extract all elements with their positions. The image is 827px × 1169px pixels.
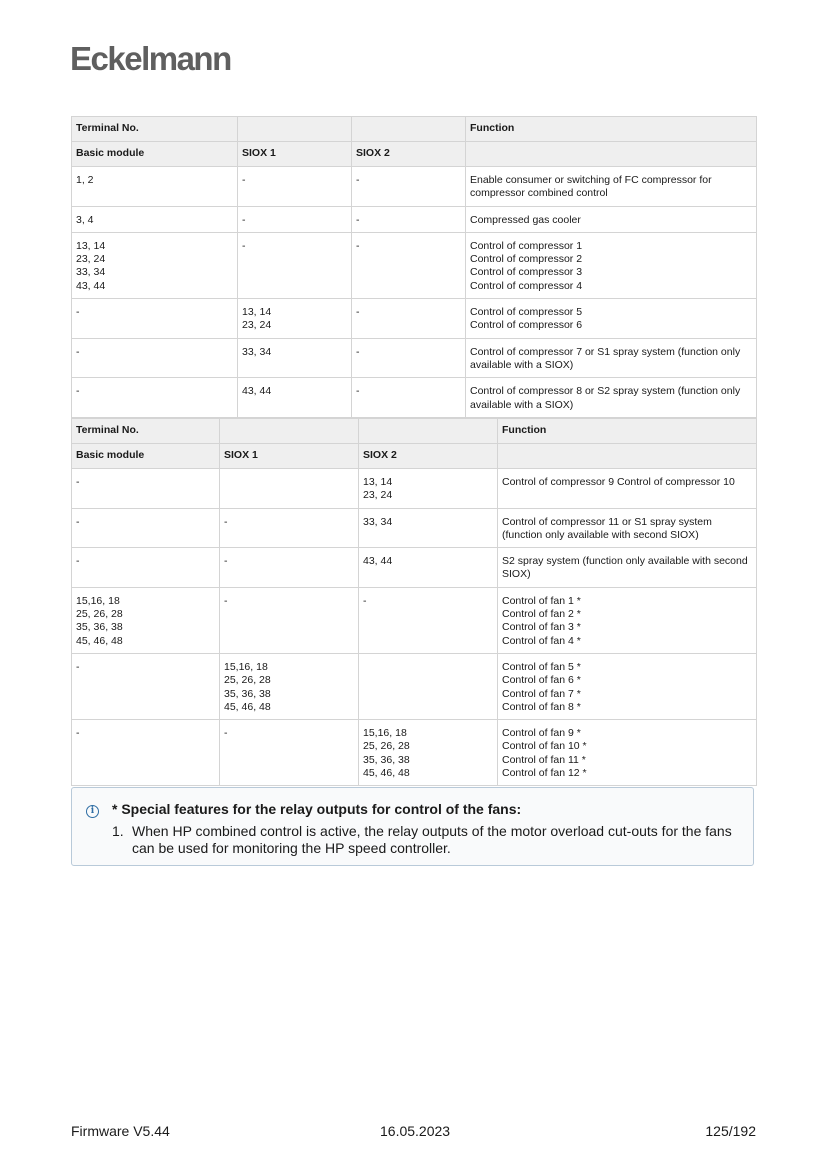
cell-text: -: [242, 239, 246, 252]
terminal-table-1: [71, 116, 757, 418]
table-header-row: [72, 142, 757, 167]
cell-text: S2 spray system (function only available with second SIOX): [502, 555, 748, 581]
header-cell: [238, 142, 352, 167]
table-row: [72, 653, 757, 719]
siox1-cell: [238, 378, 352, 418]
cell-text: SIOX 2: [363, 449, 397, 462]
cell-text: -: [242, 174, 246, 186]
cell-text: Basic module: [76, 147, 145, 160]
cell-text: SIOX 2: [356, 147, 390, 160]
cell-text: Terminal No.: [76, 424, 139, 437]
siox2-cell: [352, 167, 466, 207]
siox2-cell: [359, 548, 498, 588]
cell-text: -: [363, 594, 367, 607]
table-header-row: [72, 117, 757, 142]
function-cell: [498, 720, 757, 786]
basic-module-cell: [72, 587, 220, 653]
info-icon: i: [86, 805, 99, 818]
cell-text: -: [356, 213, 360, 226]
header-cell: [72, 117, 238, 142]
table-row: [72, 206, 757, 232]
siox1-cell: [220, 469, 359, 509]
cell-text: -: [224, 515, 228, 528]
cell-text: 15,16, 18 25, 26, 28 35, 36, 38 45, 46, 48: [76, 594, 123, 647]
siox2-cell: [359, 508, 498, 548]
header-cell: [238, 117, 352, 142]
function-cell: [466, 338, 757, 378]
basic-module-cell: [72, 206, 238, 232]
basic-module-cell: [72, 469, 220, 509]
footer-page-number: 125/192: [705, 1123, 756, 1139]
cell-text: -: [224, 555, 228, 568]
function-cell: [498, 469, 757, 509]
header-cell: [359, 419, 498, 444]
cell-text: Control of fan 9 * Control of fan 10 * Control of fan 11 * Control of fan 12 *: [502, 727, 587, 780]
cell-text: -: [76, 345, 80, 358]
cell-text: Control of compressor 11 or S1 spray system (function only available with second SIOX): [502, 515, 712, 541]
siox2-cell: [352, 299, 466, 339]
siox2-cell: [359, 720, 498, 786]
basic-module-cell: [72, 299, 238, 339]
siox1-cell: [220, 720, 359, 786]
function-cell: [466, 378, 757, 418]
cell-text: Control of compressor 7 or S1 spray system (function only available with a SIOX): [470, 345, 741, 371]
cell-text: Function: [502, 424, 547, 437]
cell-text: Enable consumer or switching of FC compressor for compressor combined control: [470, 174, 712, 200]
cell-text: -: [224, 727, 228, 740]
footer-firmware-version: Firmware V5.44: [71, 1123, 170, 1139]
cell-text: Control of compressor 5 Control of compressor 6: [470, 306, 583, 332]
siox2-cell: [352, 206, 466, 232]
siox2-cell: [352, 338, 466, 378]
siox1-cell: [238, 299, 352, 339]
basic-module-cell: [72, 548, 220, 588]
cell-text: -: [224, 594, 228, 607]
siox1-cell: [238, 167, 352, 207]
basic-module-cell: [72, 378, 238, 418]
siox1-cell: [220, 548, 359, 588]
note-title: * Special features for the relay outputs for control of the fans:: [112, 801, 522, 817]
cell-text: -: [76, 555, 80, 568]
note-item-text: When HP combined control is active, the relay outputs of the motor overload cut-outs for the fans can be used for monitoring the HP speed controller.: [132, 823, 732, 856]
siox1-cell: [220, 587, 359, 653]
table-row: [72, 469, 757, 509]
siox2-cell: [352, 378, 466, 418]
header-cell: [498, 419, 757, 444]
cell-text: 43, 44: [242, 385, 272, 398]
siox2-cell: [359, 469, 498, 509]
cell-text: -: [76, 476, 80, 488]
info-note: [71, 787, 754, 866]
function-cell: [466, 232, 757, 298]
siox1-cell: [220, 653, 359, 719]
header-cell: [466, 142, 757, 167]
cell-text: 33, 34: [242, 345, 272, 358]
siox1-cell: [238, 232, 352, 298]
siox2-cell: [359, 587, 498, 653]
header-cell: [359, 444, 498, 469]
cell-text: Control of fan 5 * Control of fan 6 * Control of fan 7 * Control of fan 8 *: [502, 660, 581, 713]
table-header-row: [72, 444, 757, 469]
cell-text: 13, 14 23, 24: [242, 306, 272, 332]
function-cell: [466, 299, 757, 339]
basic-module-cell: [72, 232, 238, 298]
cell-text: Control of fan 1 * Control of fan 2 * Control of fan 3 * Control of fan 4 *: [502, 594, 581, 647]
table-row: [72, 338, 757, 378]
cell-text: -: [356, 345, 360, 358]
basic-module-cell: [72, 508, 220, 548]
note-item-number: 1.: [112, 823, 124, 839]
cell-text: 43, 44: [363, 555, 393, 568]
function-cell: [466, 206, 757, 232]
cell-text: Compressed gas cooler: [470, 213, 581, 226]
cell-text: SIOX 1: [242, 147, 276, 160]
function-cell: [498, 653, 757, 719]
cell-text: -: [76, 385, 80, 398]
function-cell: [466, 167, 757, 207]
note-list-item: [112, 823, 742, 857]
cell-text: -: [76, 515, 80, 528]
header-cell: [220, 444, 359, 469]
cell-text: 15,16, 18 25, 26, 28 35, 36, 38 45, 46, 48: [224, 660, 271, 713]
cell-text: -: [76, 660, 80, 673]
siox2-cell: [359, 653, 498, 719]
cell-text: 13, 14 23, 24 33, 34 43, 44: [76, 239, 106, 292]
header-cell: [498, 444, 757, 469]
siox1-cell: [238, 338, 352, 378]
cell-text: Function: [470, 122, 515, 135]
basic-module-cell: [72, 720, 220, 786]
basic-module-cell: [72, 167, 238, 207]
function-cell: [498, 587, 757, 653]
header-cell: [466, 117, 757, 142]
cell-text: Control of compressor 8 or S2 spray system (function only available with a SIOX): [470, 385, 741, 411]
cell-text: 13, 14 23, 24: [363, 476, 393, 502]
function-cell: [498, 508, 757, 548]
cell-text: 33, 34: [363, 515, 393, 528]
table-row: [72, 299, 757, 339]
basic-module-cell: [72, 653, 220, 719]
table-row: [72, 232, 757, 298]
eckelmann-logo: Eckelmann: [70, 40, 231, 77]
header-cell: [352, 117, 466, 142]
header-cell: [352, 142, 466, 167]
basic-module-cell: [72, 338, 238, 378]
header-cell: [72, 444, 220, 469]
function-cell: [498, 548, 757, 588]
table-row: [72, 378, 757, 418]
cell-text: -: [356, 239, 360, 252]
terminal-table-2: [71, 418, 757, 786]
cell-text: 15,16, 18 25, 26, 28 35, 36, 38 45, 46, 48: [363, 727, 410, 780]
siox1-cell: [220, 508, 359, 548]
cell-text: -: [242, 213, 246, 226]
cell-text: Terminal No.: [76, 122, 139, 135]
cell-text: -: [356, 174, 360, 186]
table-header-row: [72, 419, 757, 444]
header-cell: [220, 419, 359, 444]
cell-text: -: [76, 306, 80, 319]
siox1-cell: [238, 206, 352, 232]
cell-text: -: [356, 306, 360, 319]
table-row: [72, 508, 757, 548]
table-row: [72, 720, 757, 786]
cell-text: -: [356, 385, 360, 398]
cell-text: 3, 4: [76, 213, 94, 226]
cell-text: 1, 2: [76, 174, 94, 186]
cell-text: SIOX 1: [224, 449, 258, 462]
siox2-cell: [352, 232, 466, 298]
cell-text: Basic module: [76, 449, 145, 462]
footer-date: 16.05.2023: [380, 1123, 451, 1139]
table-row: [72, 167, 757, 207]
table-row: [72, 587, 757, 653]
cell-text: Control of compressor 1 Control of compressor 2 Control of compressor 3 Control of compressor 4: [470, 239, 583, 292]
header-cell: [72, 142, 238, 167]
cell-text: Control of compressor 9 Control of compressor 10: [502, 476, 735, 488]
cell-text: -: [76, 727, 80, 740]
header-cell: [72, 419, 220, 444]
table-row: [72, 548, 757, 588]
